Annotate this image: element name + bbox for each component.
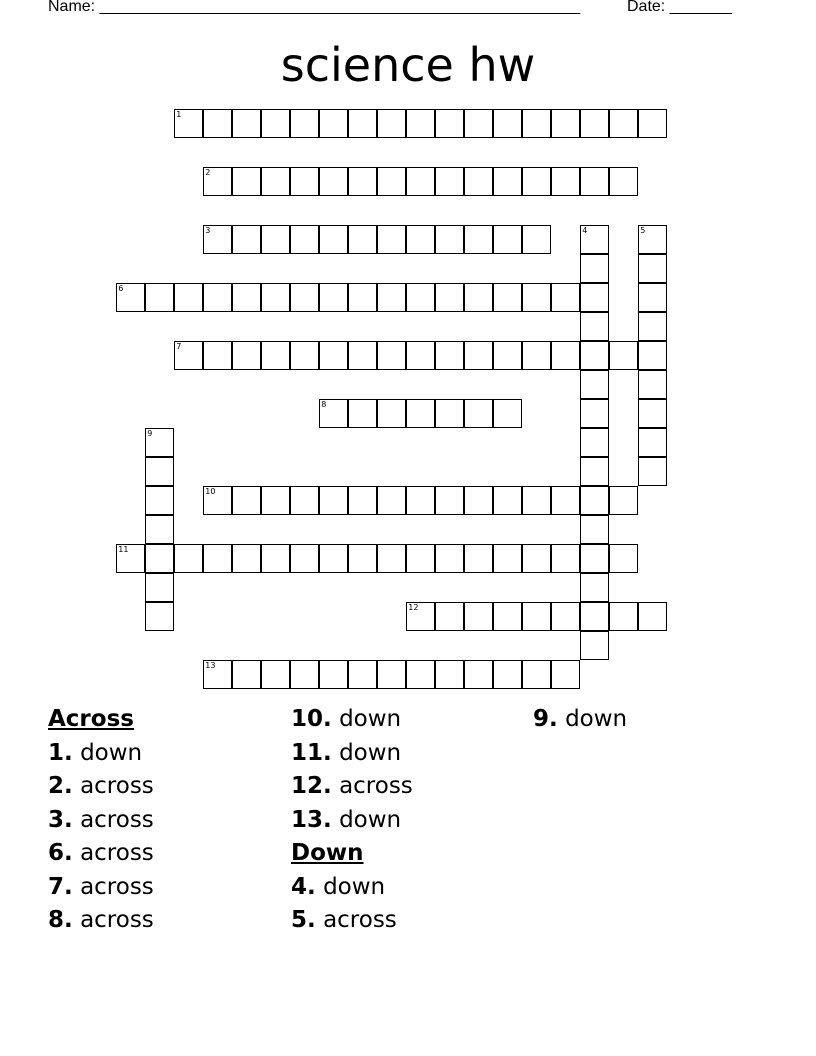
- crossword-cell[interactable]: [232, 283, 261, 312]
- crossword-cell[interactable]: [609, 602, 638, 631]
- crossword-cell[interactable]: [551, 167, 580, 196]
- clues-column-2: [291, 703, 413, 938]
- crossword-cell[interactable]: [522, 486, 551, 515]
- clue-item: 2. across: [48, 773, 154, 799]
- crossword-cell[interactable]: [319, 167, 348, 196]
- crossword-cell[interactable]: [464, 660, 493, 689]
- crossword-cell[interactable]: [348, 225, 377, 254]
- crossword-cell[interactable]: [435, 660, 464, 689]
- crossword-cell[interactable]: [638, 254, 667, 283]
- crossword-cell[interactable]: [464, 167, 493, 196]
- crossword-cell[interactable]: [261, 544, 290, 573]
- crossword-cell[interactable]: [580, 573, 609, 602]
- crossword-cell[interactable]: [580, 399, 609, 428]
- clue-number: 9: [147, 429, 153, 439]
- crossword-cell[interactable]: [638, 370, 667, 399]
- crossword-cell[interactable]: [638, 225, 667, 254]
- crossword-cell[interactable]: [609, 109, 638, 138]
- crossword-cell[interactable]: [435, 399, 464, 428]
- crossword-cell[interactable]: [319, 283, 348, 312]
- crossword-cell[interactable]: [522, 660, 551, 689]
- clue-item: 4. down: [291, 873, 386, 900]
- crossword-cell[interactable]: [406, 486, 435, 515]
- crossword-cell[interactable]: [551, 486, 580, 515]
- crossword-cell[interactable]: [290, 341, 319, 370]
- page-title: science hw: [280, 38, 536, 92]
- crossword-cell[interactable]: [261, 109, 290, 138]
- crossword-cell[interactable]: [145, 602, 174, 631]
- crossword-cell[interactable]: [406, 225, 435, 254]
- clue-item: 6. across: [48, 840, 154, 866]
- crossword-cell[interactable]: [203, 167, 232, 196]
- crossword-cell[interactable]: [348, 486, 377, 515]
- crossword-cell[interactable]: [348, 399, 377, 428]
- crossword-cell[interactable]: [406, 283, 435, 312]
- crossword-cell[interactable]: [493, 660, 522, 689]
- crossword-cell[interactable]: [464, 486, 493, 515]
- crossword-cell[interactable]: [464, 544, 493, 573]
- crossword-cell[interactable]: [319, 486, 348, 515]
- crossword-cell[interactable]: [290, 544, 319, 573]
- crossword-cell[interactable]: [145, 486, 174, 515]
- crossword-cell[interactable]: [406, 660, 435, 689]
- crossword-cell[interactable]: [232, 486, 261, 515]
- crossword-cell[interactable]: [377, 167, 406, 196]
- crossword-cell[interactable]: [203, 544, 232, 573]
- clue-number: 7: [176, 342, 182, 352]
- crossword-cell[interactable]: [406, 602, 435, 631]
- crossword-cell[interactable]: [638, 399, 667, 428]
- crossword-cell[interactable]: [580, 341, 609, 370]
- crossword-cell[interactable]: [551, 109, 580, 138]
- crossword-cell[interactable]: [551, 602, 580, 631]
- clue-number: 8: [321, 400, 327, 410]
- crossword-cell[interactable]: [290, 486, 319, 515]
- crossword-cell[interactable]: [435, 341, 464, 370]
- clue-item: 12. across: [291, 773, 413, 799]
- crossword-cell[interactable]: [290, 660, 319, 689]
- crossword-cell[interactable]: [348, 544, 377, 573]
- crossword-cell[interactable]: [638, 283, 667, 312]
- crossword-cell[interactable]: [377, 660, 406, 689]
- crossword-cell[interactable]: [348, 341, 377, 370]
- crossword-cell[interactable]: [493, 544, 522, 573]
- crossword-cell[interactable]: [290, 167, 319, 196]
- clue-item: 1. down: [48, 739, 143, 766]
- crossword-cell[interactable]: [116, 544, 145, 573]
- crossword-cell[interactable]: [232, 660, 261, 689]
- clue-number: 6: [118, 284, 124, 294]
- crossword-cell[interactable]: [145, 283, 174, 312]
- clue-item: 3. across: [48, 806, 154, 833]
- crossword-cell[interactable]: [493, 225, 522, 254]
- crossword-cell[interactable]: [435, 283, 464, 312]
- crossword-cell[interactable]: [609, 544, 638, 573]
- clue-item: 13. down: [291, 806, 402, 833]
- crossword-cell[interactable]: [493, 486, 522, 515]
- crossword-cell[interactable]: [406, 109, 435, 138]
- crossword-cell[interactable]: [638, 341, 667, 370]
- crossword-cell[interactable]: [551, 283, 580, 312]
- crossword-cell[interactable]: [377, 544, 406, 573]
- crossword-cell[interactable]: [145, 544, 174, 573]
- clues-column-3: [533, 703, 627, 737]
- crossword-cell[interactable]: [638, 457, 667, 486]
- crossword-cell[interactable]: [174, 109, 203, 138]
- crossword-cell[interactable]: [580, 631, 609, 660]
- crossword-cell[interactable]: [435, 167, 464, 196]
- crossword-cell[interactable]: [261, 660, 290, 689]
- crossword-cell[interactable]: [522, 602, 551, 631]
- crossword-cell[interactable]: [348, 283, 377, 312]
- crossword-cell[interactable]: [174, 544, 203, 573]
- crossword-cell[interactable]: [319, 544, 348, 573]
- crossword-cell[interactable]: [145, 428, 174, 457]
- crossword-cell[interactable]: [377, 283, 406, 312]
- crossword-cell[interactable]: [435, 486, 464, 515]
- crossword-cell[interactable]: [580, 225, 609, 254]
- crossword-cell[interactable]: [319, 399, 348, 428]
- crossword-cell[interactable]: [464, 399, 493, 428]
- crossword-cell[interactable]: [493, 341, 522, 370]
- crossword-cell[interactable]: [145, 573, 174, 602]
- crossword-cell[interactable]: [203, 225, 232, 254]
- clue-number: 3: [205, 226, 211, 236]
- crossword-cell[interactable]: [174, 283, 203, 312]
- crossword-cell[interactable]: [232, 341, 261, 370]
- crossword-cell[interactable]: [638, 312, 667, 341]
- clue-item: 5. across: [291, 907, 397, 933]
- crossword-cell[interactable]: [522, 283, 551, 312]
- crossword-cell[interactable]: [145, 515, 174, 544]
- crossword-cell[interactable]: [580, 370, 609, 399]
- crossword-cell[interactable]: [522, 225, 551, 254]
- crossword-cell[interactable]: [638, 109, 667, 138]
- name-field-label: Name: ______________________________________________________: [48, 0, 581, 15]
- crossword-cell[interactable]: [493, 167, 522, 196]
- crossword-cell[interactable]: [406, 544, 435, 573]
- clue-number: 5: [640, 226, 646, 236]
- crossword-cell[interactable]: [551, 341, 580, 370]
- crossword-cell[interactable]: [522, 544, 551, 573]
- down-heading: Down: [291, 840, 364, 866]
- crossword-cell[interactable]: [377, 341, 406, 370]
- crossword-cell[interactable]: [580, 457, 609, 486]
- crossword-cell[interactable]: [377, 399, 406, 428]
- crossword-cell[interactable]: [580, 167, 609, 196]
- crossword-cell[interactable]: [261, 167, 290, 196]
- crossword-cell[interactable]: [174, 341, 203, 370]
- clue-number: 11: [118, 545, 129, 555]
- crossword-cell[interactable]: [609, 167, 638, 196]
- clue-number: 4: [582, 226, 588, 236]
- clue-item: 9. down: [533, 706, 628, 732]
- crossword-cell[interactable]: [435, 602, 464, 631]
- crossword-cell[interactable]: [261, 486, 290, 515]
- crossword-cell[interactable]: [464, 109, 493, 138]
- crossword-cell[interactable]: [435, 544, 464, 573]
- crossword-cell[interactable]: [348, 109, 377, 138]
- crossword-cell[interactable]: [406, 399, 435, 428]
- crossword-cell[interactable]: [522, 109, 551, 138]
- crossword-cell[interactable]: [435, 225, 464, 254]
- crossword-cell[interactable]: [638, 428, 667, 457]
- crossword-cell[interactable]: [406, 167, 435, 196]
- clue-number: 2: [205, 168, 211, 178]
- crossword-cell[interactable]: [290, 283, 319, 312]
- crossword-cell[interactable]: [290, 225, 319, 254]
- crossword-cell[interactable]: [203, 660, 232, 689]
- crossword-cell[interactable]: [493, 602, 522, 631]
- clue-number: 13: [205, 661, 216, 671]
- across-heading: Across: [48, 706, 134, 732]
- clues-column-1: [48, 703, 154, 938]
- crossword-cell[interactable]: [203, 341, 232, 370]
- crossword-cell[interactable]: [464, 225, 493, 254]
- crossword-cell[interactable]: [580, 428, 609, 457]
- crossword-cell[interactable]: [609, 341, 638, 370]
- crossword-cell[interactable]: [319, 225, 348, 254]
- crossword-cell[interactable]: [377, 486, 406, 515]
- crossword-cell[interactable]: [261, 283, 290, 312]
- crossword-cell[interactable]: [232, 167, 261, 196]
- crossword-cell[interactable]: [319, 109, 348, 138]
- crossword-cell[interactable]: [232, 225, 261, 254]
- crossword-cell[interactable]: [203, 109, 232, 138]
- crossword-cell[interactable]: [464, 602, 493, 631]
- crossword-cell[interactable]: [145, 457, 174, 486]
- crossword-cell[interactable]: [348, 167, 377, 196]
- clue-item: 8. across: [48, 907, 154, 933]
- crossword-cell[interactable]: [551, 660, 580, 689]
- crossword-cell[interactable]: [348, 660, 377, 689]
- crossword-cell[interactable]: [522, 341, 551, 370]
- crossword-cell[interactable]: [203, 283, 232, 312]
- crossword-cell[interactable]: [290, 109, 319, 138]
- crossword-cell[interactable]: [261, 341, 290, 370]
- clue-number: 12: [408, 603, 419, 613]
- crossword-cell[interactable]: [493, 399, 522, 428]
- crossword-cell[interactable]: [261, 225, 290, 254]
- crossword-cell[interactable]: [377, 225, 406, 254]
- clue-item: 11. down: [291, 739, 402, 766]
- crossword-cell[interactable]: [435, 109, 464, 138]
- crossword-cell[interactable]: [580, 602, 609, 631]
- clue-number: 10: [205, 487, 216, 497]
- crossword-cell[interactable]: [464, 341, 493, 370]
- crossword-cell[interactable]: [319, 660, 348, 689]
- crossword-cell[interactable]: [580, 544, 609, 573]
- crossword-cell[interactable]: [406, 341, 435, 370]
- crossword-cell[interactable]: [493, 283, 522, 312]
- crossword-cell[interactable]: [464, 283, 493, 312]
- crossword-cell[interactable]: [493, 109, 522, 138]
- crossword-cell[interactable]: [522, 167, 551, 196]
- clue-item: 7. across: [48, 873, 154, 900]
- clue-item: 10. down: [291, 706, 402, 732]
- crossword-cell[interactable]: [609, 486, 638, 515]
- crossword-cell[interactable]: [232, 544, 261, 573]
- crossword-cell[interactable]: [580, 515, 609, 544]
- crossword-cell[interactable]: [203, 486, 232, 515]
- crossword-cell[interactable]: [232, 109, 261, 138]
- crossword-cell[interactable]: [116, 283, 145, 312]
- crossword-cell[interactable]: [580, 312, 609, 341]
- clue-number: 1: [176, 110, 182, 120]
- crossword-cell[interactable]: [551, 544, 580, 573]
- crossword-cell[interactable]: [580, 283, 609, 312]
- crossword-cell[interactable]: [319, 341, 348, 370]
- crossword-cell[interactable]: [580, 486, 609, 515]
- crossword-cell[interactable]: [377, 109, 406, 138]
- crossword-cell[interactable]: [580, 254, 609, 283]
- crossword-cell[interactable]: [580, 109, 609, 138]
- crossword-cell[interactable]: [638, 602, 667, 631]
- date-field-label: Date: _______: [627, 0, 732, 15]
